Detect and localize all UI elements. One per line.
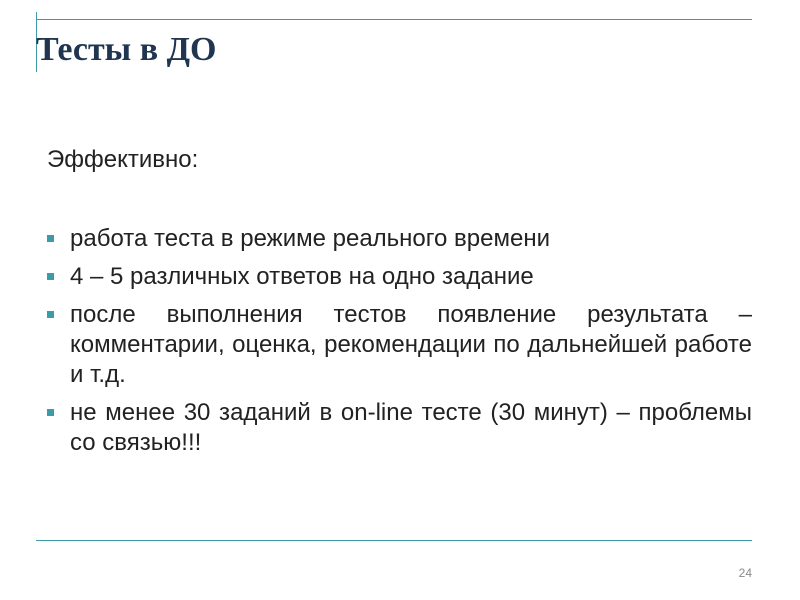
bottom-divider	[36, 540, 752, 541]
bullet-text: работа теста в режиме реального времени	[70, 225, 550, 252]
bullet-item	[47, 300, 752, 390]
square-bullet-icon	[47, 311, 54, 318]
square-bullet-icon	[47, 409, 54, 416]
square-bullet-icon	[47, 273, 54, 280]
page-number: 24	[738, 566, 752, 580]
bullet-text: после выполнения тестов появление результата – комментарии, оценка, рекомендации по дальнейшей работе и т.д.	[70, 301, 752, 388]
bullet-item	[47, 224, 752, 254]
bullet-item	[47, 262, 752, 292]
slide-title: Тесты в ДО	[36, 31, 217, 68]
bullet-text: не менее 30 заданий в on-line тесте (30 минут) – проблемы со связью!!!	[70, 399, 752, 456]
bullet-item	[47, 398, 752, 458]
intro-text: Эффективно:	[47, 146, 199, 173]
bullet-text: 4 – 5 различных ответов на одно задание	[70, 263, 534, 290]
square-bullet-icon	[47, 235, 54, 242]
top-divider	[36, 19, 752, 20]
bullet-list	[47, 224, 752, 466]
